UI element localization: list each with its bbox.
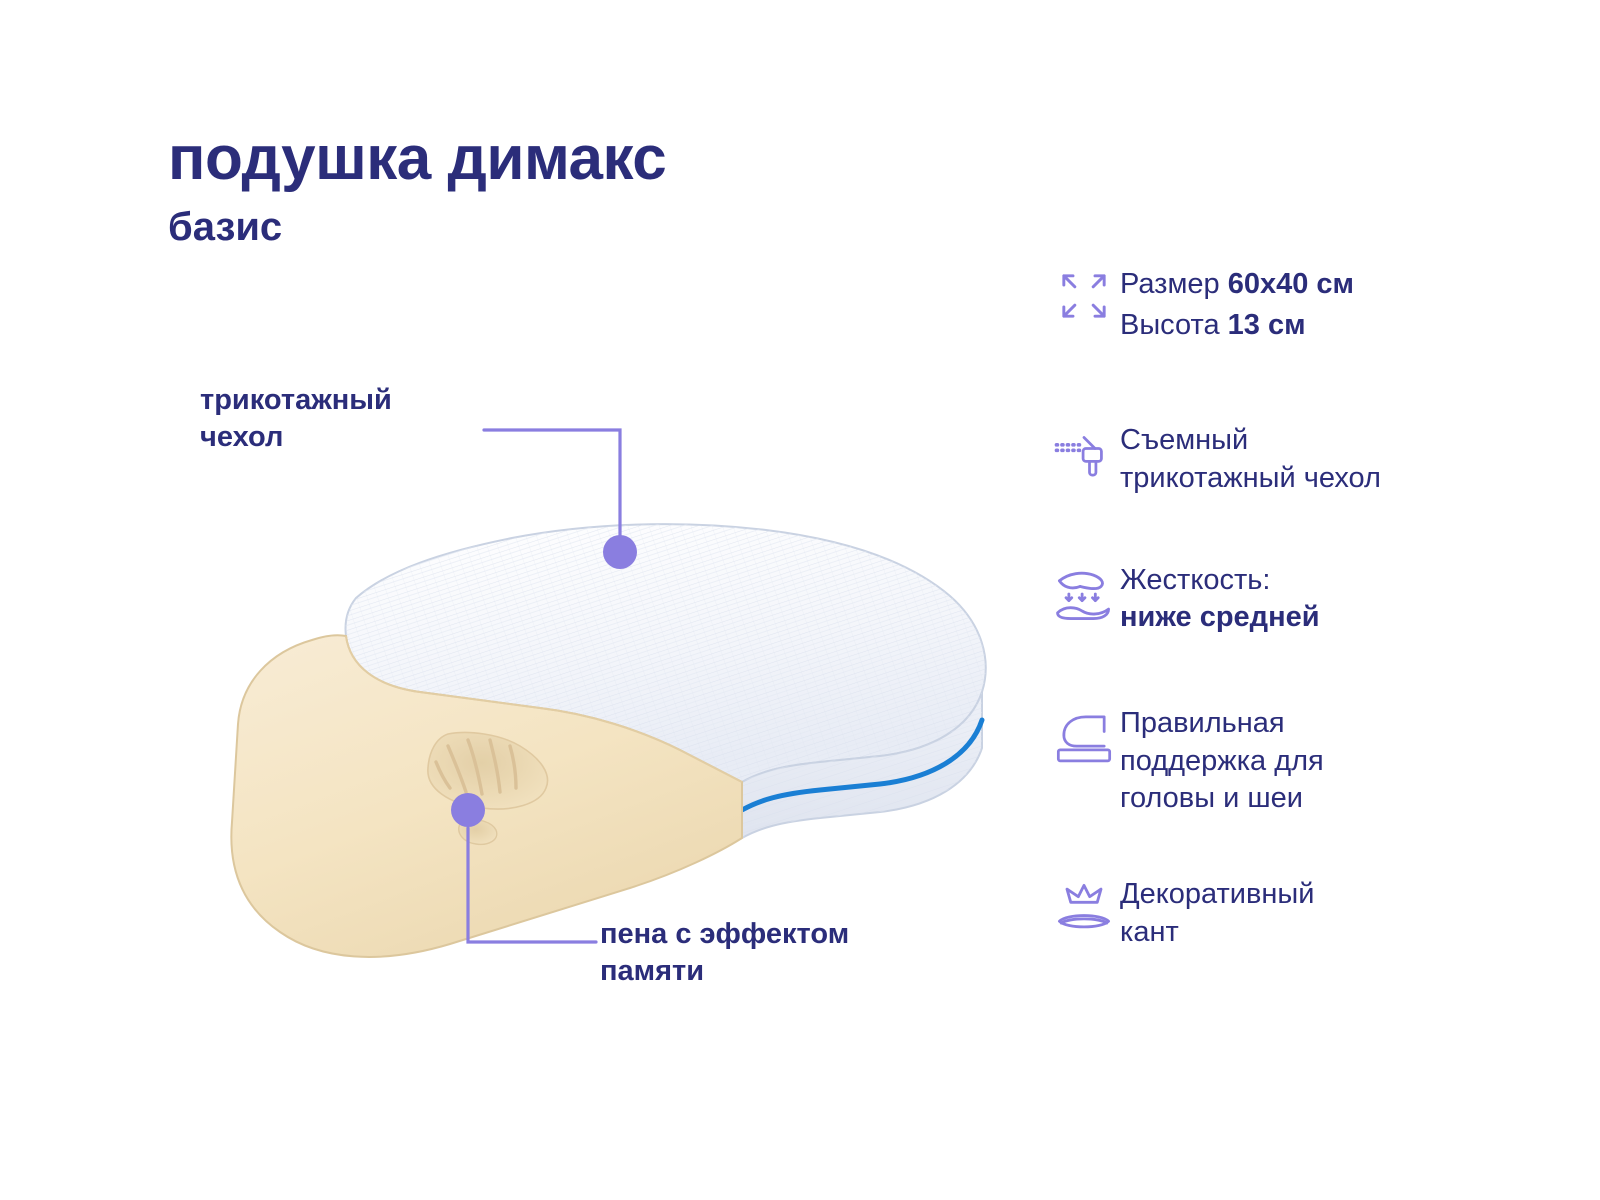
callout-marker-cover — [603, 535, 637, 569]
size-label: Размер — [1120, 268, 1228, 300]
support-line-2: поддержка для — [1120, 744, 1324, 777]
feature-removable-cover-text — [1120, 420, 1381, 497]
callout-label-cover — [200, 382, 530, 456]
feature-piping — [1048, 874, 1548, 951]
callout-label-foam — [600, 916, 1000, 990]
height-value: 13 см — [1227, 309, 1306, 342]
support-line-1: Правильная — [1120, 707, 1285, 740]
piping-line-2: кант — [1120, 915, 1179, 948]
feature-firmness-text — [1120, 560, 1320, 637]
cover-line-1: Съемный — [1120, 424, 1249, 457]
callout-marker-foam — [451, 793, 485, 827]
feature-support — [1048, 703, 1548, 818]
cover-line-2: трикотажный чехол — [1120, 462, 1381, 495]
callout-label-cover-line2: чехол — [200, 421, 284, 454]
zipper-icon — [1048, 422, 1120, 486]
title-block — [168, 126, 666, 249]
feature-support-text — [1120, 703, 1324, 818]
feature-size-text — [1120, 262, 1354, 346]
feature-list — [1048, 262, 1548, 1006]
page-subtitle: базис — [168, 205, 283, 250]
resize-arrows-icon — [1048, 264, 1120, 328]
feature-removable-cover — [1048, 420, 1548, 497]
support-line-3: головы и шеи — [1120, 782, 1303, 815]
feature-size — [1048, 262, 1548, 346]
callout-label-foam-line2: памяти — [600, 955, 705, 988]
callout-foam-line1: пена с эффектом — [600, 918, 850, 950]
callout-cover-line1: трикотажный — [200, 384, 392, 416]
firmness-hand-icon — [1048, 562, 1120, 626]
page-title: подушка димакс — [168, 124, 667, 193]
head-support-icon — [1048, 705, 1120, 769]
firmness-value: ниже средней — [1120, 601, 1320, 634]
firmness-label: Жесткость: — [1120, 563, 1271, 596]
feature-piping-text — [1120, 874, 1314, 951]
feature-firmness — [1048, 560, 1548, 637]
piping-line-1: Декоративный — [1120, 878, 1315, 911]
size-value: 60х40 см — [1227, 268, 1355, 300]
height-label: Высота — [1120, 309, 1228, 342]
crown-piping-icon — [1048, 876, 1120, 940]
